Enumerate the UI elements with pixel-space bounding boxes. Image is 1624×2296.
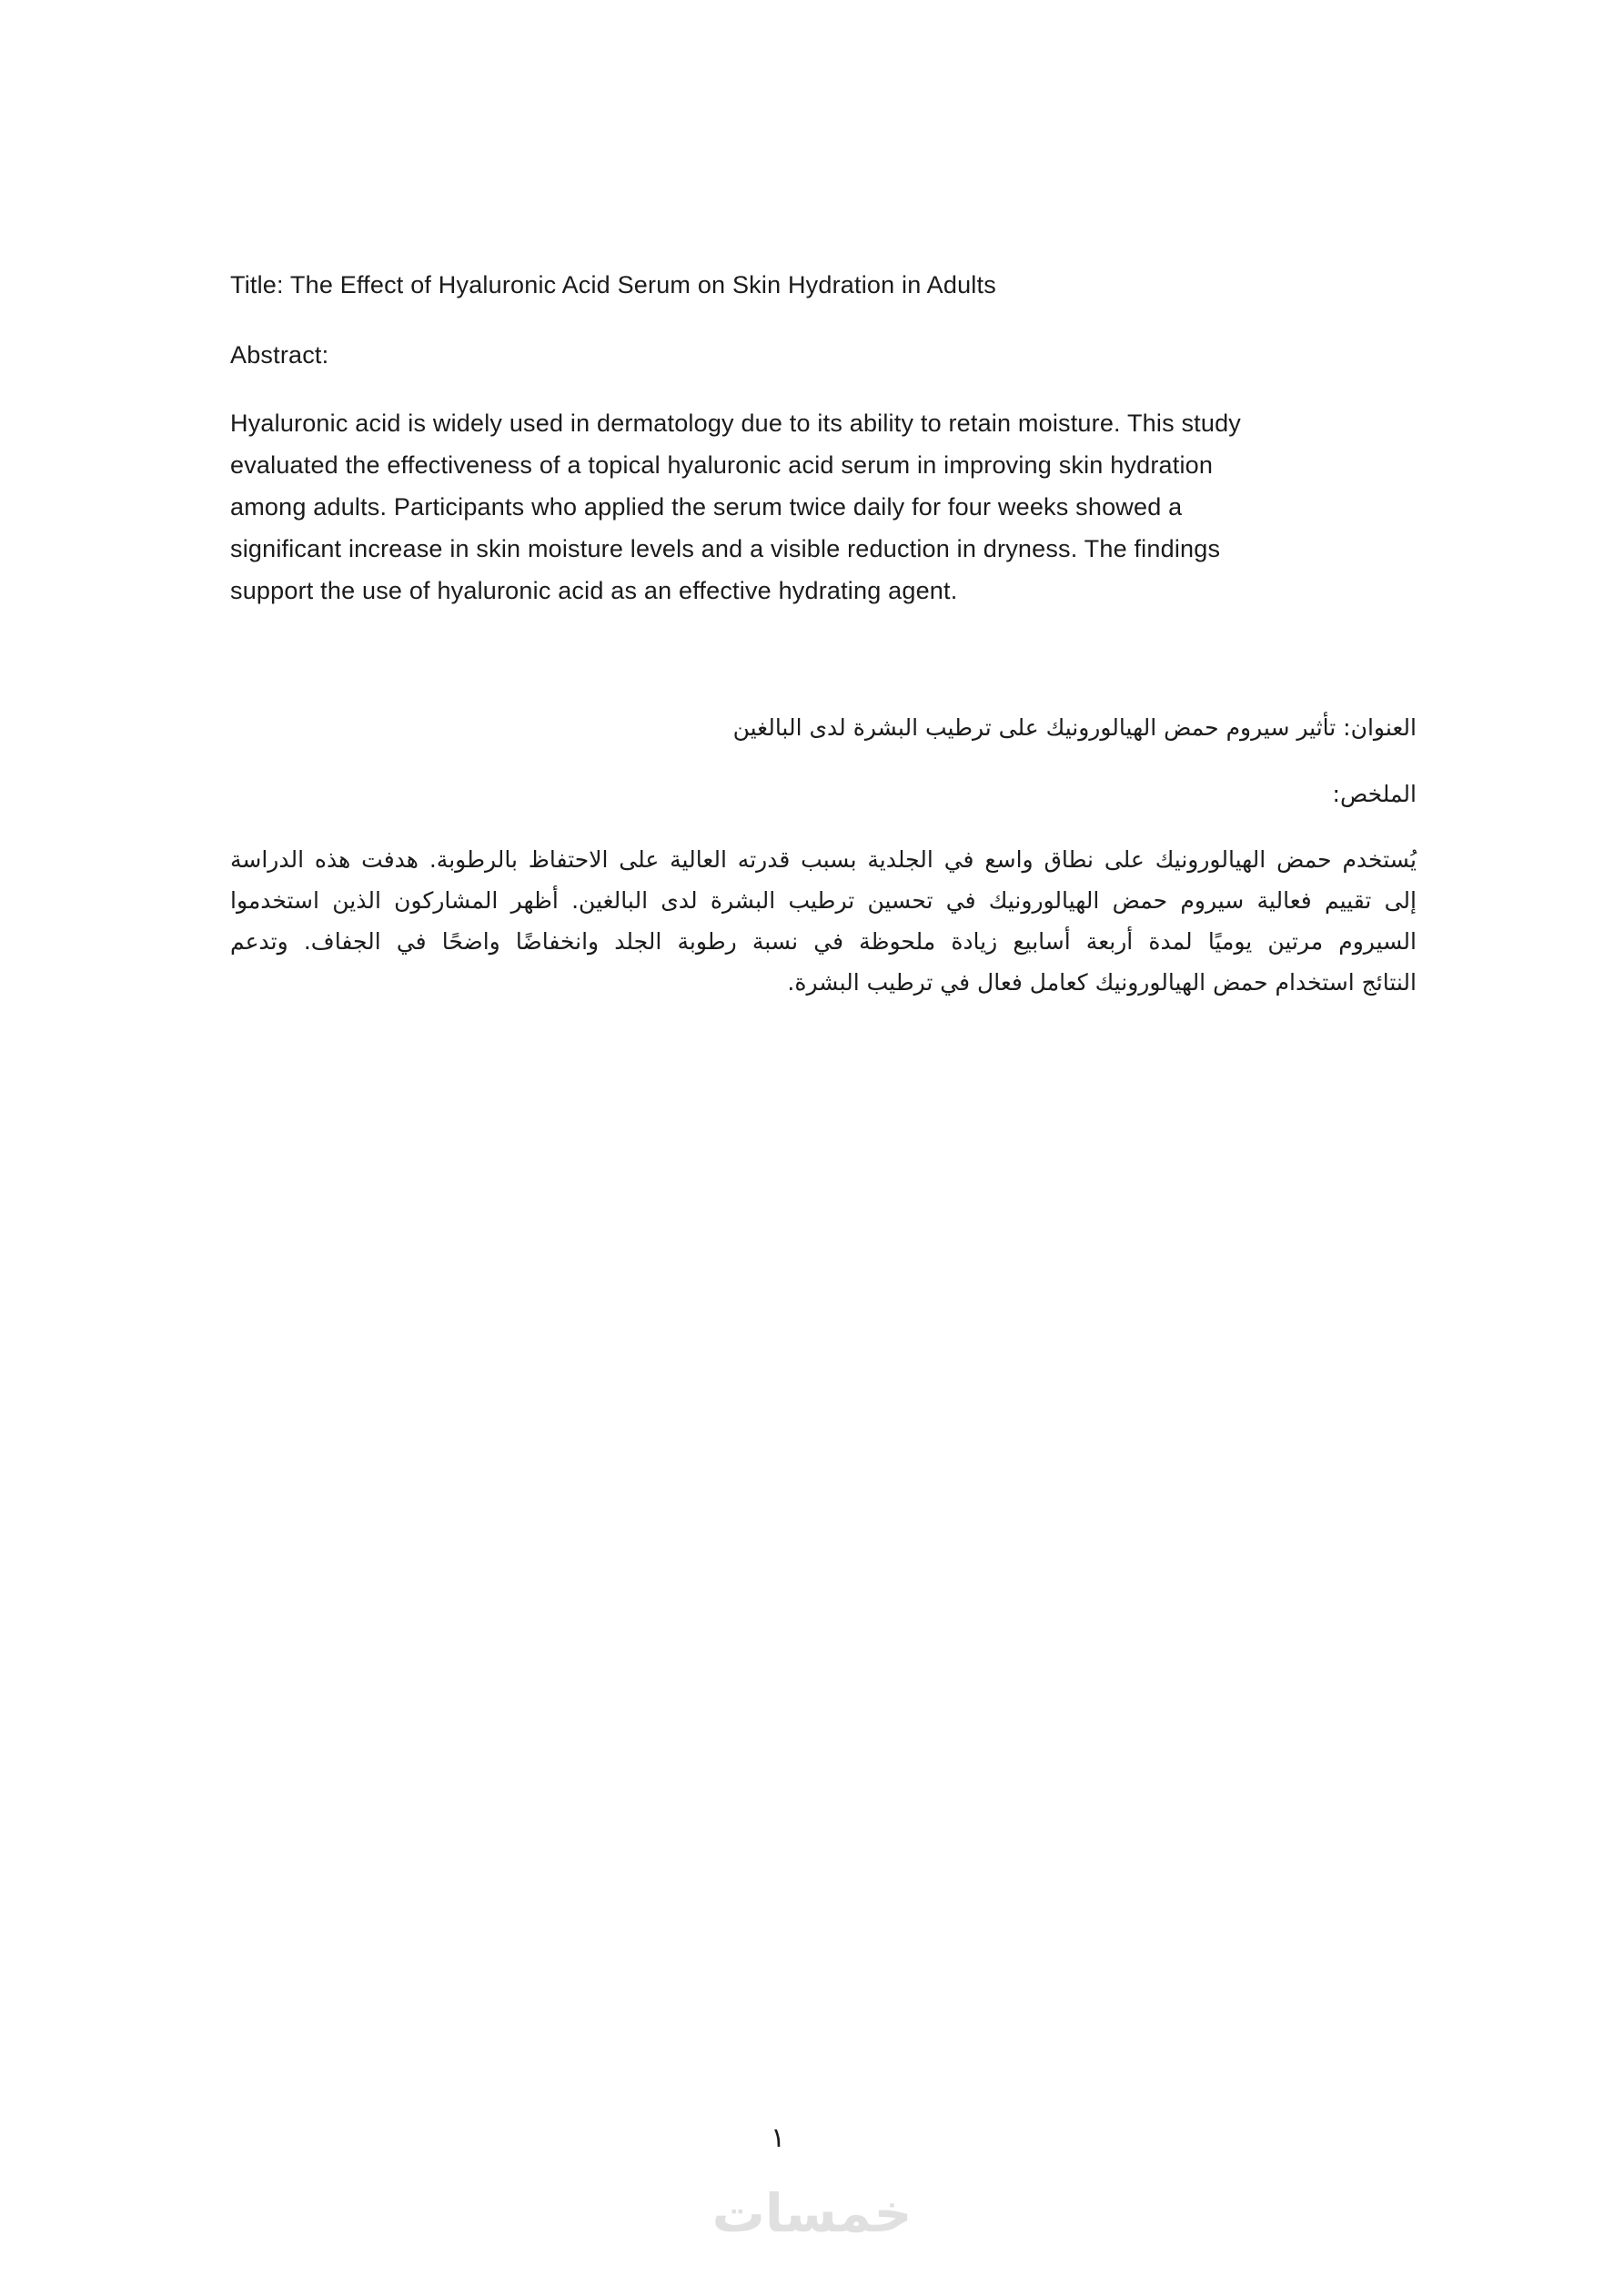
document-title-arabic: العنوان: تأثير سيروم حمض الهيالورونيك على ترطيب البشرة لدى البالغين	[732, 714, 1417, 741]
abstract-english-line: among adults. Participants who applied the serum twice daily for four weeks showed a	[230, 493, 1183, 521]
abstract-heading-english: Abstract:	[230, 341, 329, 369]
abstract-arabic-line: السيروم مرتين يوميًا لمدة أربعة أسابيع زيادة ملحوظة في نسبة رطوبة الجلد وانخفاضًا واضحًا في الجفاف. وتدعم	[230, 928, 1417, 955]
khamsat-watermark-logo: خمسات	[711, 2182, 913, 2244]
document-title-english: Title: The Effect of Hyaluronic Acid Serum on Skin Hydration in Adults	[230, 271, 996, 298]
document-body	[230, 264, 1417, 1003]
abstract-english-line: significant increase in skin moisture levels and a visible reduction in dryness. The findings	[230, 535, 1221, 562]
abstract-english-line: Hyaluronic acid is widely used in dermatology due to its ability to retain moisture. This study	[230, 410, 1242, 437]
abstract-paragraph-arabic	[230, 839, 1417, 1003]
page-number: ١	[770, 2122, 786, 2154]
abstract-english-line: support the use of hyaluronic acid as an effective hydrating agent.	[230, 577, 958, 604]
abstract-arabic-line: إلى تقييم فعالية سيروم حمض الهيالورونيك في تحسين ترطيب البشرة لدى البالغين. أظهر المشاركون الذين استخدموا	[230, 887, 1417, 914]
abstract-heading-arabic: الملخص:	[1332, 781, 1417, 807]
abstract-arabic-line: يُستخدم حمض الهيالورونيك على نطاق واسع في الجلدية بسبب قدرته العالية على الاحتفاظ بالرطوبة. هدفت هذه الدراسة	[230, 846, 1417, 873]
abstract-arabic-line: النتائج استخدام حمض الهيالورونيك كعامل فعال في ترطيب البشرة.	[787, 969, 1417, 996]
abstract-paragraph-english	[230, 402, 1417, 612]
abstract-english-line: evaluated the effectiveness of a topical hyaluronic acid serum in improving skin hydration	[230, 451, 1214, 479]
